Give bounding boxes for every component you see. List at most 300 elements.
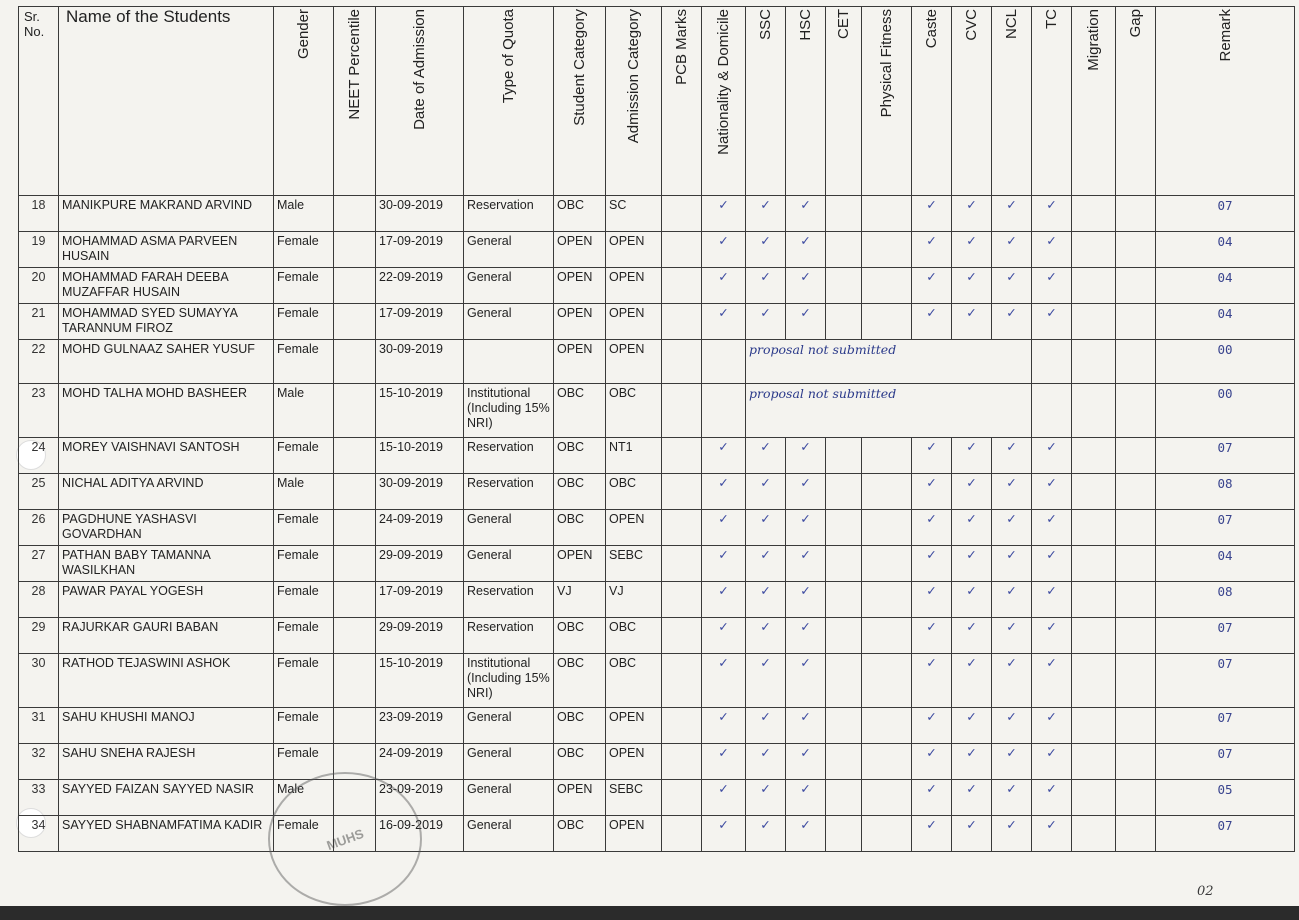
header-neet: NEET Percentile [334,7,376,196]
header-fitness: Physical Fitness [862,7,912,196]
quota-cell: General [464,780,554,816]
sr-cell: 28 [19,582,59,618]
admission-category-cell: OBC [606,384,662,438]
table-row [19,384,1295,438]
handwritten-note: proposal not submitted [746,340,1032,384]
date-cell: 23-09-2019 [376,780,464,816]
caste-cell: ✓ [912,618,952,654]
pcb-cell [662,582,702,618]
scan-edge [0,906,1299,920]
remark-cell: 07 [1156,708,1295,744]
tc-cell: ✓ [1032,546,1072,582]
sr-cell: 23 [19,384,59,438]
header-date: Date of Admission [376,7,464,196]
nationality-cell: ✓ [702,196,746,232]
gap-cell [1116,708,1156,744]
ncl-cell: ✓ [992,546,1032,582]
gender-cell: Female [274,268,334,304]
quota-cell: General [464,708,554,744]
neet-cell [334,232,376,268]
cvc-cell: ✓ [952,232,992,268]
sr-cell: 34 [19,816,59,852]
student-category-cell: OBC [554,618,606,654]
ncl-cell: ✓ [992,232,1032,268]
cet-cell [826,232,862,268]
name-cell: NICHAL ADITYA ARVIND [59,474,274,510]
header-row [19,7,1295,196]
gender-cell: Female [274,654,334,708]
nationality-cell: ✓ [702,438,746,474]
date-cell: 15-10-2019 [376,438,464,474]
gender-cell: Female [274,546,334,582]
hsc-cell: ✓ [786,474,826,510]
header-gender: Gender [274,7,334,196]
nationality-cell: ✓ [702,546,746,582]
remark-cell: 07 [1156,438,1295,474]
caste-cell: ✓ [912,438,952,474]
header-sr: Sr. No. [19,7,59,196]
tc-cell: ✓ [1032,232,1072,268]
nationality-cell: ✓ [702,582,746,618]
cvc-cell: ✓ [952,654,992,708]
fitness-cell [862,510,912,546]
pcb-cell [662,474,702,510]
sr-cell: 26 [19,510,59,546]
tc-cell: ✓ [1032,268,1072,304]
header-migration: Migration [1072,7,1116,196]
gap-cell [1116,304,1156,340]
caste-cell: ✓ [912,196,952,232]
table-row [19,340,1295,384]
caste-cell: ✓ [912,546,952,582]
sr-cell: 32 [19,744,59,780]
migration-cell [1072,546,1116,582]
admission-table [18,6,1295,852]
cet-cell [826,304,862,340]
cvc-cell: ✓ [952,816,992,852]
nationality-cell: ✓ [702,744,746,780]
date-cell: 29-09-2019 [376,618,464,654]
ncl-cell: ✓ [992,438,1032,474]
neet-cell [334,618,376,654]
ssc-cell: ✓ [746,816,786,852]
fitness-cell [862,744,912,780]
quota-cell: General [464,816,554,852]
ssc-cell: ✓ [746,438,786,474]
name-cell: MOHAMMAD ASMA PARVEEN HUSAIN [59,232,274,268]
nationality-cell: ✓ [702,510,746,546]
quota-cell: Reservation [464,582,554,618]
admission-category-cell: OPEN [606,708,662,744]
gender-cell: Female [274,232,334,268]
gap-cell [1116,744,1156,780]
student-category-cell: OPEN [554,232,606,268]
remark-cell: 08 [1156,582,1295,618]
header-pcb: PCB Marks [662,7,702,196]
ssc-cell: ✓ [746,304,786,340]
quota-cell: Reservation [464,196,554,232]
neet-cell [334,546,376,582]
migration-cell [1072,708,1116,744]
ssc-cell: ✓ [746,268,786,304]
migration-cell [1072,618,1116,654]
name-cell: MOHD GULNAAZ SAHER YUSUF [59,340,274,384]
quota-cell: Institutional (Including 15% NRI) [464,384,554,438]
remark-cell: 07 [1156,196,1295,232]
name-cell: RAJURKAR GAURI BABAN [59,618,274,654]
ncl-cell: ✓ [992,618,1032,654]
sr-cell: 29 [19,618,59,654]
gender-cell: Female [274,708,334,744]
fitness-cell [862,816,912,852]
header-hsc: HSC [786,7,826,196]
table-row [19,582,1295,618]
admission-category-cell: SEBC [606,780,662,816]
cet-cell [826,780,862,816]
caste-cell: ✓ [912,232,952,268]
university-seal: MUHS [268,772,422,906]
table-row [19,744,1295,780]
migration-cell [1072,340,1116,384]
name-cell: RATHOD TEJASWINI ASHOK [59,654,274,708]
gender-cell: Female [274,618,334,654]
cvc-cell: ✓ [952,196,992,232]
ncl-cell: ✓ [992,708,1032,744]
quota-cell: Reservation [464,618,554,654]
header-ssc: SSC [746,7,786,196]
ncl-cell: ✓ [992,304,1032,340]
migration-cell [1072,304,1116,340]
pcb-cell [662,780,702,816]
name-cell: MOREY VAISHNAVI SANTOSH [59,438,274,474]
neet-cell [334,268,376,304]
date-cell: 29-09-2019 [376,546,464,582]
header-cet: CET [826,7,862,196]
header-tc: TC [1032,7,1072,196]
name-cell: PATHAN BABY TAMANNA WASILKHAN [59,546,274,582]
neet-cell [334,438,376,474]
fitness-cell [862,582,912,618]
remark-cell: 04 [1156,304,1295,340]
hsc-cell: ✓ [786,438,826,474]
name-cell: PAWAR PAYAL YOGESH [59,582,274,618]
date-cell: 30-09-2019 [376,474,464,510]
ssc-cell: ✓ [746,654,786,708]
quota-cell: General [464,304,554,340]
caste-cell: ✓ [912,510,952,546]
student-category-cell: OBC [554,744,606,780]
date-cell: 17-09-2019 [376,232,464,268]
remark-cell: 07 [1156,654,1295,708]
hsc-cell: ✓ [786,708,826,744]
quota-cell: Reservation [464,474,554,510]
cet-cell [826,744,862,780]
caste-cell: ✓ [912,582,952,618]
gender-cell: Male [274,384,334,438]
cet-cell [826,582,862,618]
header-ncl: NCL [992,7,1032,196]
gap-cell [1116,546,1156,582]
tc-cell: ✓ [1032,582,1072,618]
admission-category-cell: OPEN [606,340,662,384]
nationality-cell: ✓ [702,780,746,816]
table-row [19,816,1295,852]
pcb-cell [662,546,702,582]
sr-cell: 18 [19,196,59,232]
caste-cell: ✓ [912,816,952,852]
neet-cell [334,708,376,744]
table-row [19,196,1295,232]
migration-cell [1072,474,1116,510]
ssc-cell: ✓ [746,618,786,654]
header-cvc: CVC [952,7,992,196]
quota-cell [464,340,554,384]
ssc-cell: ✓ [746,780,786,816]
remark-cell: 04 [1156,268,1295,304]
pcb-cell [662,654,702,708]
quota-cell: General [464,546,554,582]
admission-category-cell: SC [606,196,662,232]
admission-category-cell: OPEN [606,304,662,340]
cet-cell [826,268,862,304]
nationality-cell: ✓ [702,816,746,852]
tc-cell: ✓ [1032,196,1072,232]
header-student-category: Student Category [554,7,606,196]
ncl-cell: ✓ [992,582,1032,618]
pcb-cell [662,438,702,474]
nationality-cell: ✓ [702,304,746,340]
sr-cell: 20 [19,268,59,304]
migration-cell [1072,744,1116,780]
pcb-cell [662,268,702,304]
gender-cell: Male [274,474,334,510]
hsc-cell: ✓ [786,304,826,340]
date-cell: 17-09-2019 [376,582,464,618]
ssc-cell: ✓ [746,546,786,582]
cet-cell [826,510,862,546]
ssc-cell: ✓ [746,582,786,618]
ncl-cell: ✓ [992,474,1032,510]
remark-cell: 04 [1156,546,1295,582]
ncl-cell: ✓ [992,654,1032,708]
nationality-cell [702,384,746,438]
student-category-cell: OPEN [554,268,606,304]
quota-cell: General [464,268,554,304]
table-row [19,780,1295,816]
fitness-cell [862,618,912,654]
remark-cell: 07 [1156,744,1295,780]
sr-cell: 21 [19,304,59,340]
hsc-cell: ✓ [786,582,826,618]
quota-cell: General [464,232,554,268]
ncl-cell: ✓ [992,196,1032,232]
tc-cell: ✓ [1032,474,1072,510]
nationality-cell: ✓ [702,618,746,654]
gender-cell: Female [274,744,334,780]
gap-cell [1116,268,1156,304]
tc-cell: ✓ [1032,744,1072,780]
date-cell: 16-09-2019 [376,816,464,852]
remark-cell: 07 [1156,618,1295,654]
header-name: Name of the Students [59,7,274,196]
name-cell: MOHD TALHA MOHD BASHEER [59,384,274,438]
gap-cell [1116,780,1156,816]
date-cell: 23-09-2019 [376,708,464,744]
student-category-cell: OBC [554,196,606,232]
quota-cell: Institutional (Including 15% NRI) [464,654,554,708]
migration-cell [1072,780,1116,816]
admission-category-cell: OPEN [606,232,662,268]
remark-cell: 08 [1156,474,1295,510]
pcb-cell [662,744,702,780]
ssc-cell: ✓ [746,474,786,510]
ssc-cell: ✓ [746,196,786,232]
pcb-cell [662,384,702,438]
header-gap: Gap [1116,7,1156,196]
table-row [19,618,1295,654]
sr-cell: 19 [19,232,59,268]
name-cell: SAHU SNEHA RAJESH [59,744,274,780]
hsc-cell: ✓ [786,196,826,232]
hsc-cell: ✓ [786,510,826,546]
migration-cell [1072,816,1116,852]
tc-cell: ✓ [1032,438,1072,474]
admission-category-cell: OBC [606,474,662,510]
neet-cell [334,474,376,510]
header-caste: Caste [912,7,952,196]
migration-cell [1072,510,1116,546]
cet-cell [826,618,862,654]
admission-category-cell: OPEN [606,510,662,546]
student-category-cell: OBC [554,474,606,510]
fitness-cell [862,196,912,232]
gap-cell [1116,196,1156,232]
fitness-cell [862,438,912,474]
student-category-cell: OBC [554,384,606,438]
table-row [19,510,1295,546]
quota-cell: General [464,510,554,546]
remark-cell: 00 [1156,340,1295,384]
cvc-cell: ✓ [952,708,992,744]
fitness-cell [862,232,912,268]
ssc-cell: ✓ [746,510,786,546]
cet-cell [826,708,862,744]
caste-cell: ✓ [912,654,952,708]
gender-cell: Female [274,816,334,852]
cet-cell [826,546,862,582]
caste-cell: ✓ [912,474,952,510]
neet-cell [334,384,376,438]
ncl-cell: ✓ [992,510,1032,546]
pcb-cell [662,816,702,852]
pcb-cell [662,304,702,340]
table-row [19,268,1295,304]
date-cell: 17-09-2019 [376,304,464,340]
date-cell: 15-10-2019 [376,384,464,438]
pcb-cell [662,340,702,384]
cvc-cell: ✓ [952,438,992,474]
date-cell: 15-10-2019 [376,654,464,708]
cvc-cell: ✓ [952,474,992,510]
fitness-cell [862,708,912,744]
neet-cell [334,510,376,546]
table-row [19,438,1295,474]
quota-cell: Reservation [464,438,554,474]
gender-cell: Female [274,304,334,340]
gap-cell [1116,618,1156,654]
nationality-cell: ✓ [702,654,746,708]
neet-cell [334,654,376,708]
migration-cell [1072,268,1116,304]
gap-cell [1116,582,1156,618]
fitness-cell [862,780,912,816]
hsc-cell: ✓ [786,654,826,708]
cvc-cell: ✓ [952,268,992,304]
gap-cell [1116,474,1156,510]
fitness-cell [862,304,912,340]
admission-category-cell: NT1 [606,438,662,474]
cvc-cell: ✓ [952,304,992,340]
student-category-cell: OBC [554,438,606,474]
date-cell: 30-09-2019 [376,196,464,232]
table-row [19,474,1295,510]
migration-cell [1072,582,1116,618]
sr-cell: 31 [19,708,59,744]
admission-category-cell: OPEN [606,744,662,780]
cvc-cell: ✓ [952,546,992,582]
header-quota: Type of Quota [464,7,554,196]
student-category-cell: OPEN [554,546,606,582]
header-admission-category: Admission Category [606,7,662,196]
ssc-cell: ✓ [746,744,786,780]
table-row [19,232,1295,268]
hsc-cell: ✓ [786,618,826,654]
tc-cell: ✓ [1032,708,1072,744]
gap-cell [1116,438,1156,474]
tc-cell: ✓ [1032,654,1072,708]
nationality-cell: ✓ [702,474,746,510]
fitness-cell [862,546,912,582]
migration-cell [1072,232,1116,268]
gender-cell: Female [274,582,334,618]
pcb-cell [662,618,702,654]
tc-cell: ✓ [1032,816,1072,852]
name-cell: MOHAMMAD FARAH DEEBA MUZAFFAR HUSAIN [59,268,274,304]
gender-cell: Male [274,780,334,816]
pcb-cell [662,196,702,232]
student-category-cell: OPEN [554,340,606,384]
date-cell: 30-09-2019 [376,340,464,384]
table-row [19,546,1295,582]
ncl-cell: ✓ [992,780,1032,816]
student-category-cell: OBC [554,510,606,546]
sr-cell: 30 [19,654,59,708]
gap-cell [1116,384,1156,438]
name-cell: SAHU KHUSHI MANOJ [59,708,274,744]
caste-cell: ✓ [912,708,952,744]
caste-cell: ✓ [912,780,952,816]
name-cell: SAYYED FAIZAN SAYYED NASIR [59,780,274,816]
migration-cell [1072,438,1116,474]
sr-cell: 25 [19,474,59,510]
table-row [19,708,1295,744]
date-cell: 24-09-2019 [376,744,464,780]
gap-cell [1116,654,1156,708]
neet-cell [334,582,376,618]
ncl-cell: ✓ [992,744,1032,780]
remark-cell: 00 [1156,384,1295,438]
pcb-cell [662,232,702,268]
